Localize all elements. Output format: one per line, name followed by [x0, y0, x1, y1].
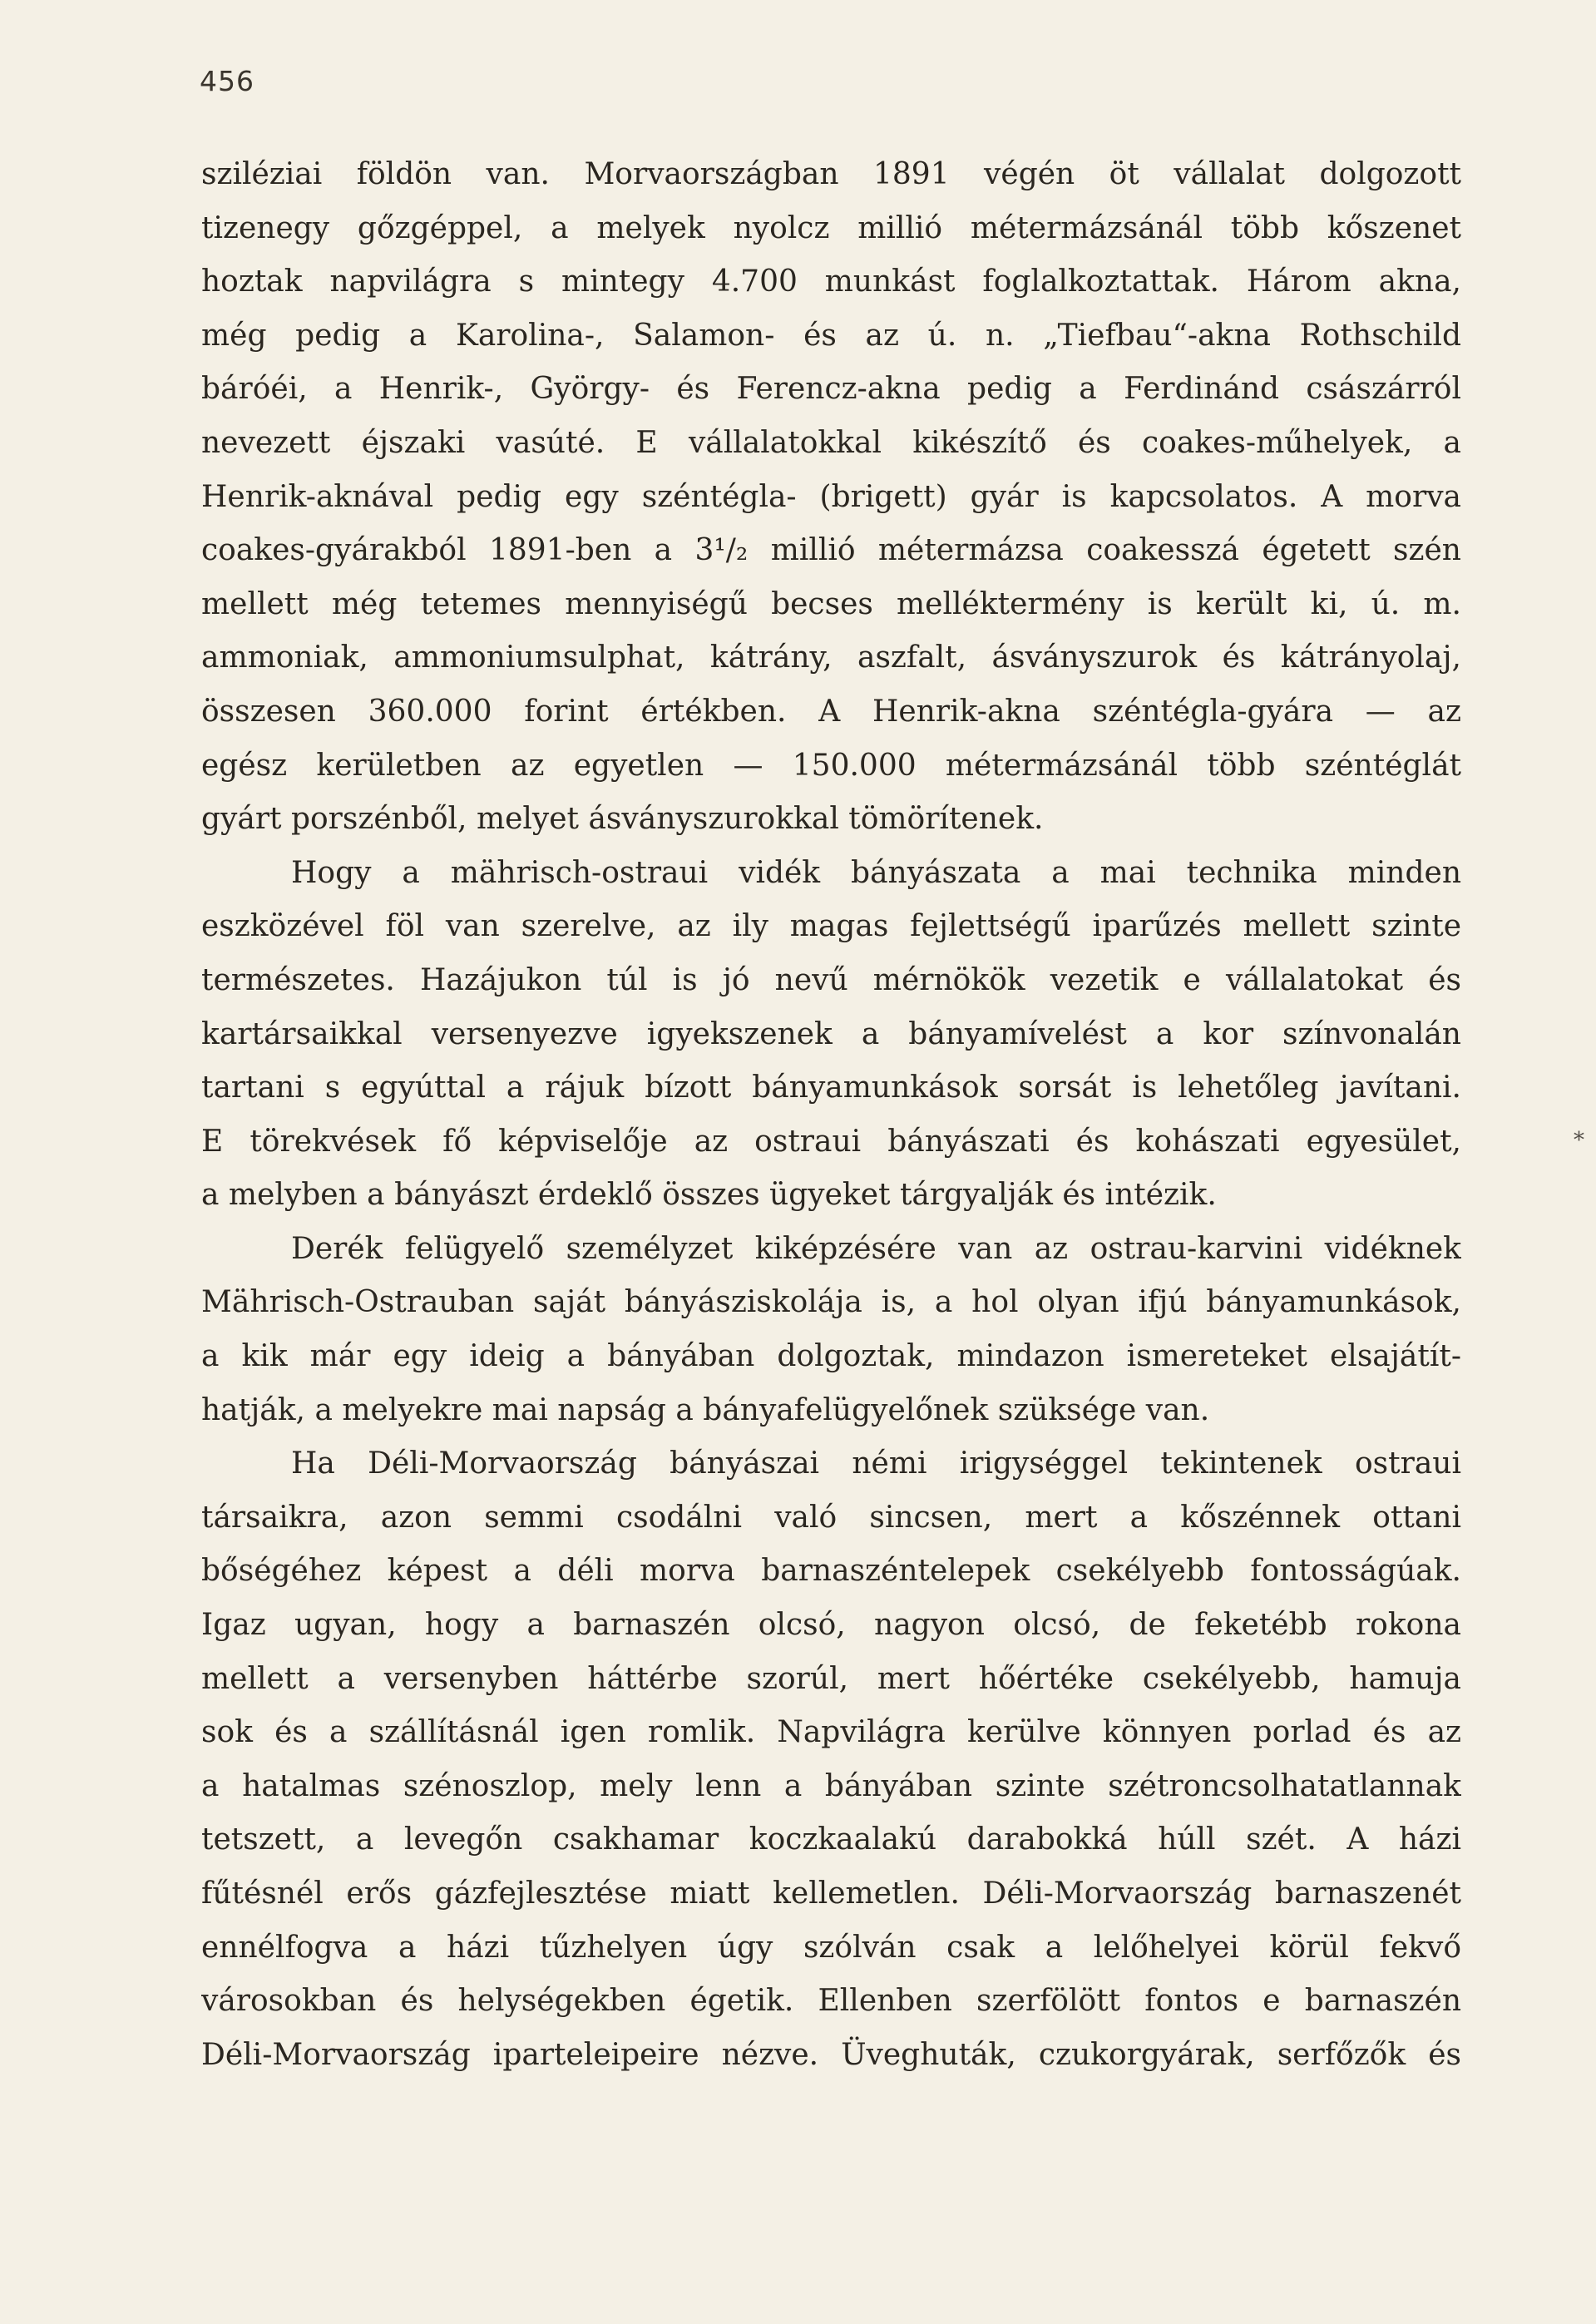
text-line: a hatalmas szénoszlop, mely lenn a bányában szinte szétroncsolhatatlannak — [201, 1768, 1461, 1803]
text-line: sziléziai földön van. Morvaországban 1891 végén öt vállalat dolgozott — [201, 157, 1461, 191]
paragraph-2 — [201, 847, 1461, 1223]
text-line: bőségéhez képest a déli morva barnaszéntelepek csekélyebb fontosságúak. — [201, 1554, 1461, 1589]
text-line: sok és a szállításnál igen romlik. Napvilágra kerülve könnyen porlad és az — [201, 1715, 1461, 1750]
text-line: E törekvések fő képviselője az ostraui bányászati és kohászati egyesület, — [201, 1124, 1461, 1159]
margin-asterisk: * — [1574, 1128, 1584, 1153]
text-line: összesen 360.000 forint értékben. A Henrik-akna széntégla-gyára — az — [201, 694, 1461, 729]
text-line: coakes-gyárakból 1891-ben a 3¹/₂ millió métermázsa coakesszá égetett szén — [201, 533, 1461, 568]
text-line: városokban és helységekben égetik. Ellenben szerfölött fontos e barnaszén — [201, 1984, 1461, 2019]
text-line: hatják, a melyekre mai napság a bányafelügyelőnek szüksége van. — [201, 1392, 1210, 1427]
text-line: ammoniak, ammoniumsulphat, kátrány, aszfalt, ásványszurok és kátrányolaj, — [201, 640, 1461, 675]
body-text — [201, 148, 1461, 2082]
text-line: Mährisch-Ostrauban saját bányásziskolája is, a hol olyan ifjú bányamunkások, — [201, 1285, 1461, 1320]
paragraph-1 — [201, 148, 1461, 847]
text-line: még pedig a Karolina-, Salamon- és az ú. n. „Tiefbau“-akna Rothschild — [201, 318, 1461, 353]
text-line: tartani s egyúttal a rájuk bízott bányamunkások sorsát is lehetőleg javítani. — [201, 1071, 1461, 1105]
text-line: Déli-Morvaország iparteleipeire nézve. Üveghuták, czukorgyárak, serfőzők és — [201, 2037, 1461, 2072]
text-line: társaikra, azon semmi csodálni való sincsen, mert a kőszénnek ottani — [201, 1500, 1461, 1535]
paragraph-3 — [201, 1223, 1461, 1437]
text-line: a kik már egy ideig a bányában dolgoztak, mindazon ismereteket elsajátít- — [201, 1339, 1461, 1374]
text-line: Ha Déli-Morvaország bányászai némi irigységgel tekintenek ostraui — [291, 1446, 1461, 1481]
text-line: fűtésnél erős gázfejlesztése miatt kellemetlen. Déli-Morvaország barnaszenét — [201, 1877, 1461, 1911]
text-line: Igaz ugyan, hogy a barnaszén olcsó, nagyon olcsó, de feketébb rokona — [201, 1608, 1461, 1643]
text-line: a melyben a bányászt érdeklő összes ügyeket tárgyalják és intézik. — [201, 1178, 1217, 1213]
page-number: 456 — [200, 65, 254, 97]
text-line: tizenegy gőzgéppel, a melyek nyolcz millió métermázsánál több kőszenet — [201, 210, 1461, 245]
paragraph-4 — [201, 1437, 1461, 2082]
text-line: tetszett, a levegőn csakhamar koczkaalakú darabokká húll szét. A házi — [201, 1822, 1461, 1857]
text-line: mellett még tetemes mennyiségű becses melléktermény is került ki, ú. m. — [201, 586, 1461, 621]
text-line: báróéi, a Henrik-, György- és Ferencz-akna pedig a Ferdinánd császárról — [201, 372, 1461, 407]
text-line: Henrik-aknával pedig egy széntégla- (brigett) gyár is kapcsolatos. A morva — [201, 479, 1461, 514]
text-line: Derék felügyelő személyzet kiképzésére van az ostrau-karvini vidéknek — [291, 1231, 1461, 1266]
text-line: természetes. Hazájukon túl is jó nevű mérnökök vezetik e vállalatokat és — [201, 962, 1461, 997]
text-line: hoztak napvilágra s mintegy 4.700 munkást foglalkoztattak. Három akna, — [201, 265, 1461, 299]
text-line: gyárt porszénből, melyet ásványszurokkal tömörítenek. — [201, 802, 1044, 837]
text-line: nevezett éjszaki vasúté. E vállalatokkal kikészítő és coakes-műhelyek, a — [201, 425, 1461, 460]
text-line: eszközével föl van szerelve, az ily magas fejlettségű iparűzés mellett szinte — [201, 909, 1461, 944]
text-line: Hogy a mährisch-ostraui vidék bányászata a mai technika minden — [291, 855, 1461, 890]
text-line: kartársaikkal versenyezve igyekszenek a bányamívelést a kor színvonalán — [201, 1016, 1461, 1051]
text-line: ennélfogva a házi tűzhelyen úgy szólván csak a lelőhelyei körül fekvő — [201, 1930, 1461, 1965]
text-line: egész kerületben az egyetlen — 150.000 métermázsánál több széntéglát — [201, 748, 1461, 783]
text-line: mellett a versenyben háttérbe szorúl, mert hőértéke csekélyebb, hamuja — [201, 1661, 1461, 1696]
